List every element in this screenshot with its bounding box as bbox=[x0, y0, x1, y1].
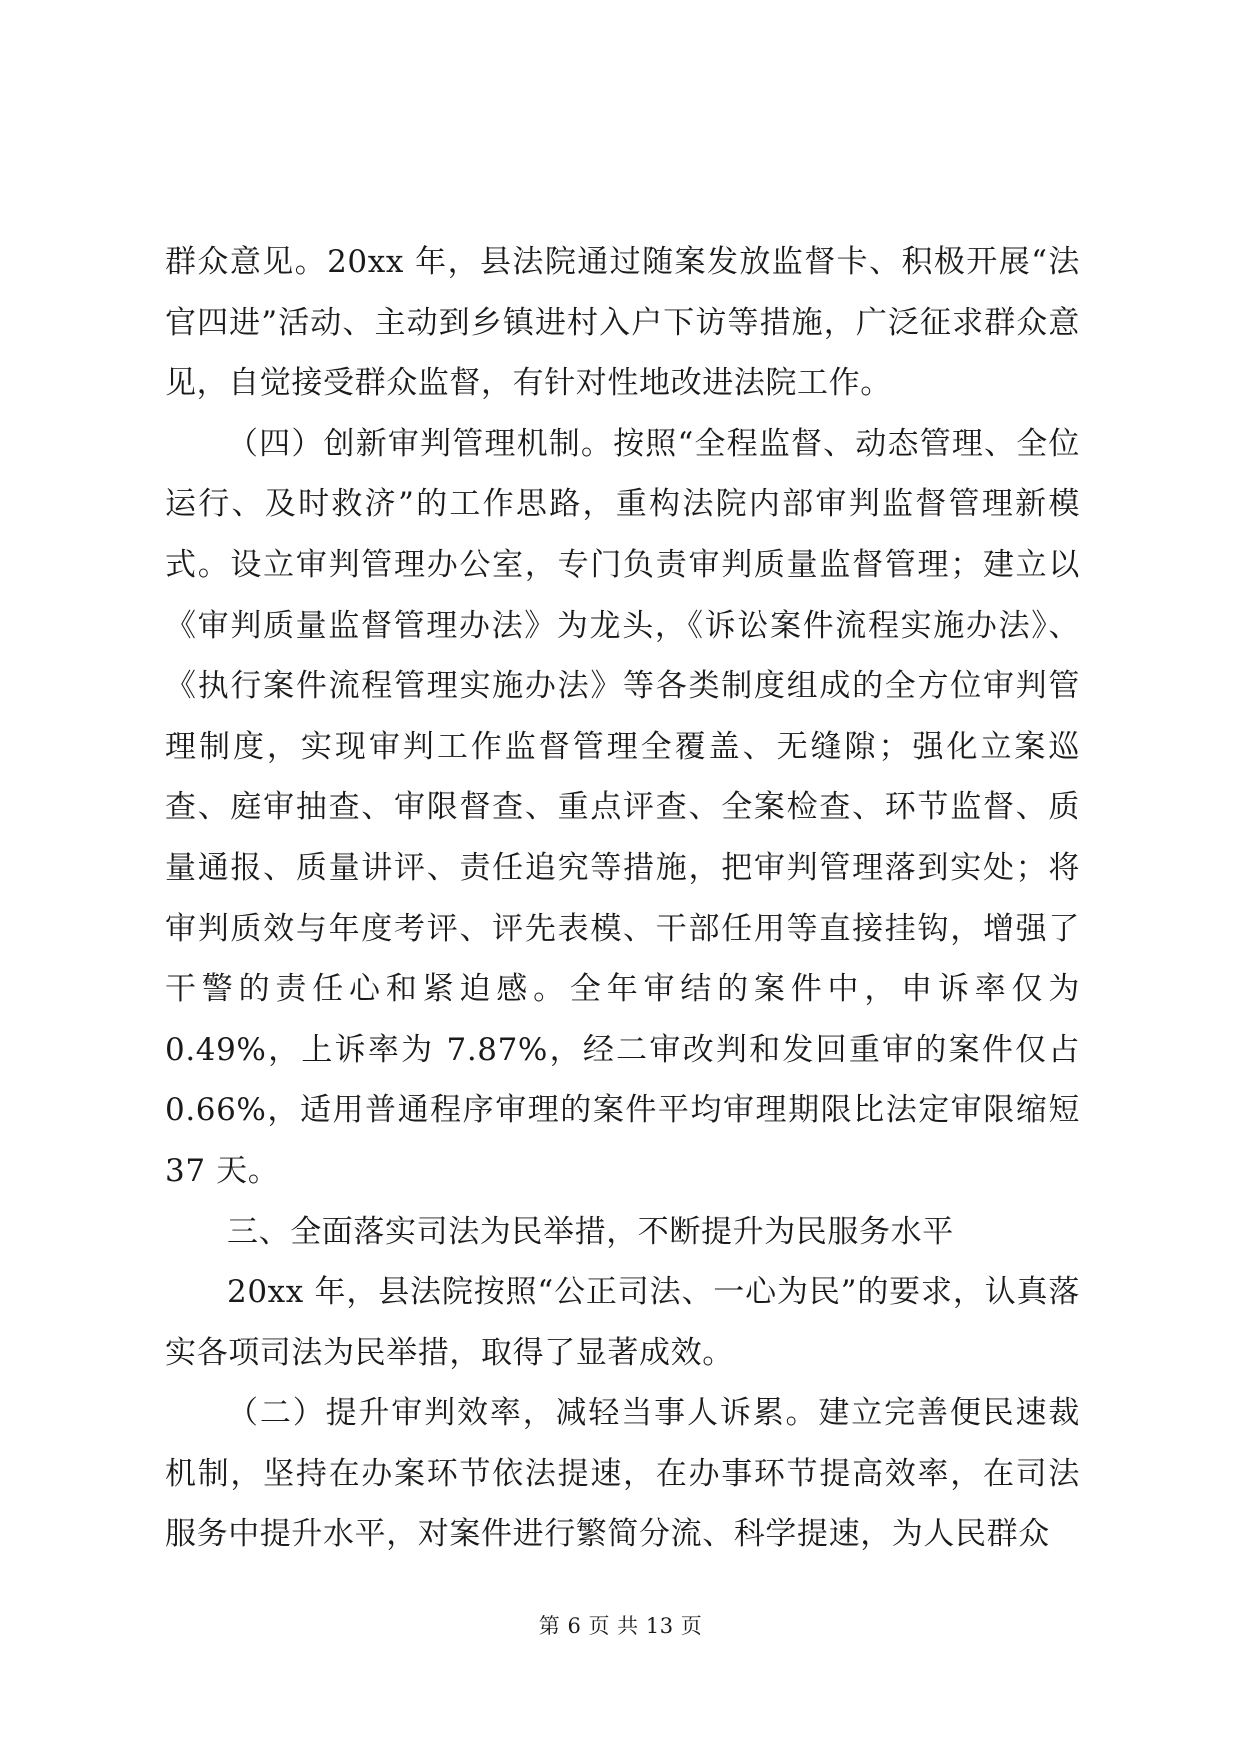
paragraph-5: （二）提升审判效率，减轻当事人诉累。建立完善便民速裁机制，坚持在办案环节依法提速，在办事环节提高效率，在司法服务中提升水平，对案件进行繁简分流、科学提速，为人民群众 bbox=[165, 1395, 1080, 1553]
paragraph-4: 20xx 年，县法院按照“公正司法、一心为民”的要求，认真落实各项司法为民举措，取得了显著成效。 bbox=[165, 1274, 1080, 1371]
paragraph-1: 群众意见。20xx 年，县法院通过随案发放监督卡、积极开展“法官四进”活动、主动到乡镇进村入户下访等措施，广泛征求群众意见，自觉接受群众监督，有针对性地改进法院工作。 bbox=[165, 244, 1080, 402]
section-heading-3: 三、全面落实司法为民举措，不断提升为民服务水平 bbox=[227, 1213, 954, 1250]
page-number-footer: 第 6 页 共 13 页 bbox=[538, 1614, 703, 1638]
paragraph-2: （四）创新审判管理机制。按照“全程监督、动态管理、全位运行、及时救济”的工作思路，重构法院内部审判监督管理新模式。设立审判管理办公室，专门负责审判质量监督管理；建立以《审判质量监督管理办法》为龙头，《诉讼案件流程实施办法》、《执行案件流程管理实施办法》等各类制度组成的全方位审判管理制度，实现审判工作监督管理全覆盖、无缝隙；强化立案巡查、庭审抽查、审限督查、重点评查、全案检查、环节监督、质量通报、质量讲评、责任追究等措施，把审判管理落到实处；将审判质效与年度考评、评先表模、干部任用等直接挂钩，增强了干警的责任心和紧迫感。全年审结的案件中，申诉率仅为 0.49%，上诉率为 7.87%，经二审改判和发回重审的案件仅占 0.66%，适用普通程序审理的案件平均审理期限比法定审限缩短 37 天。 bbox=[165, 425, 1080, 1189]
document-body bbox=[165, 232, 1080, 1565]
